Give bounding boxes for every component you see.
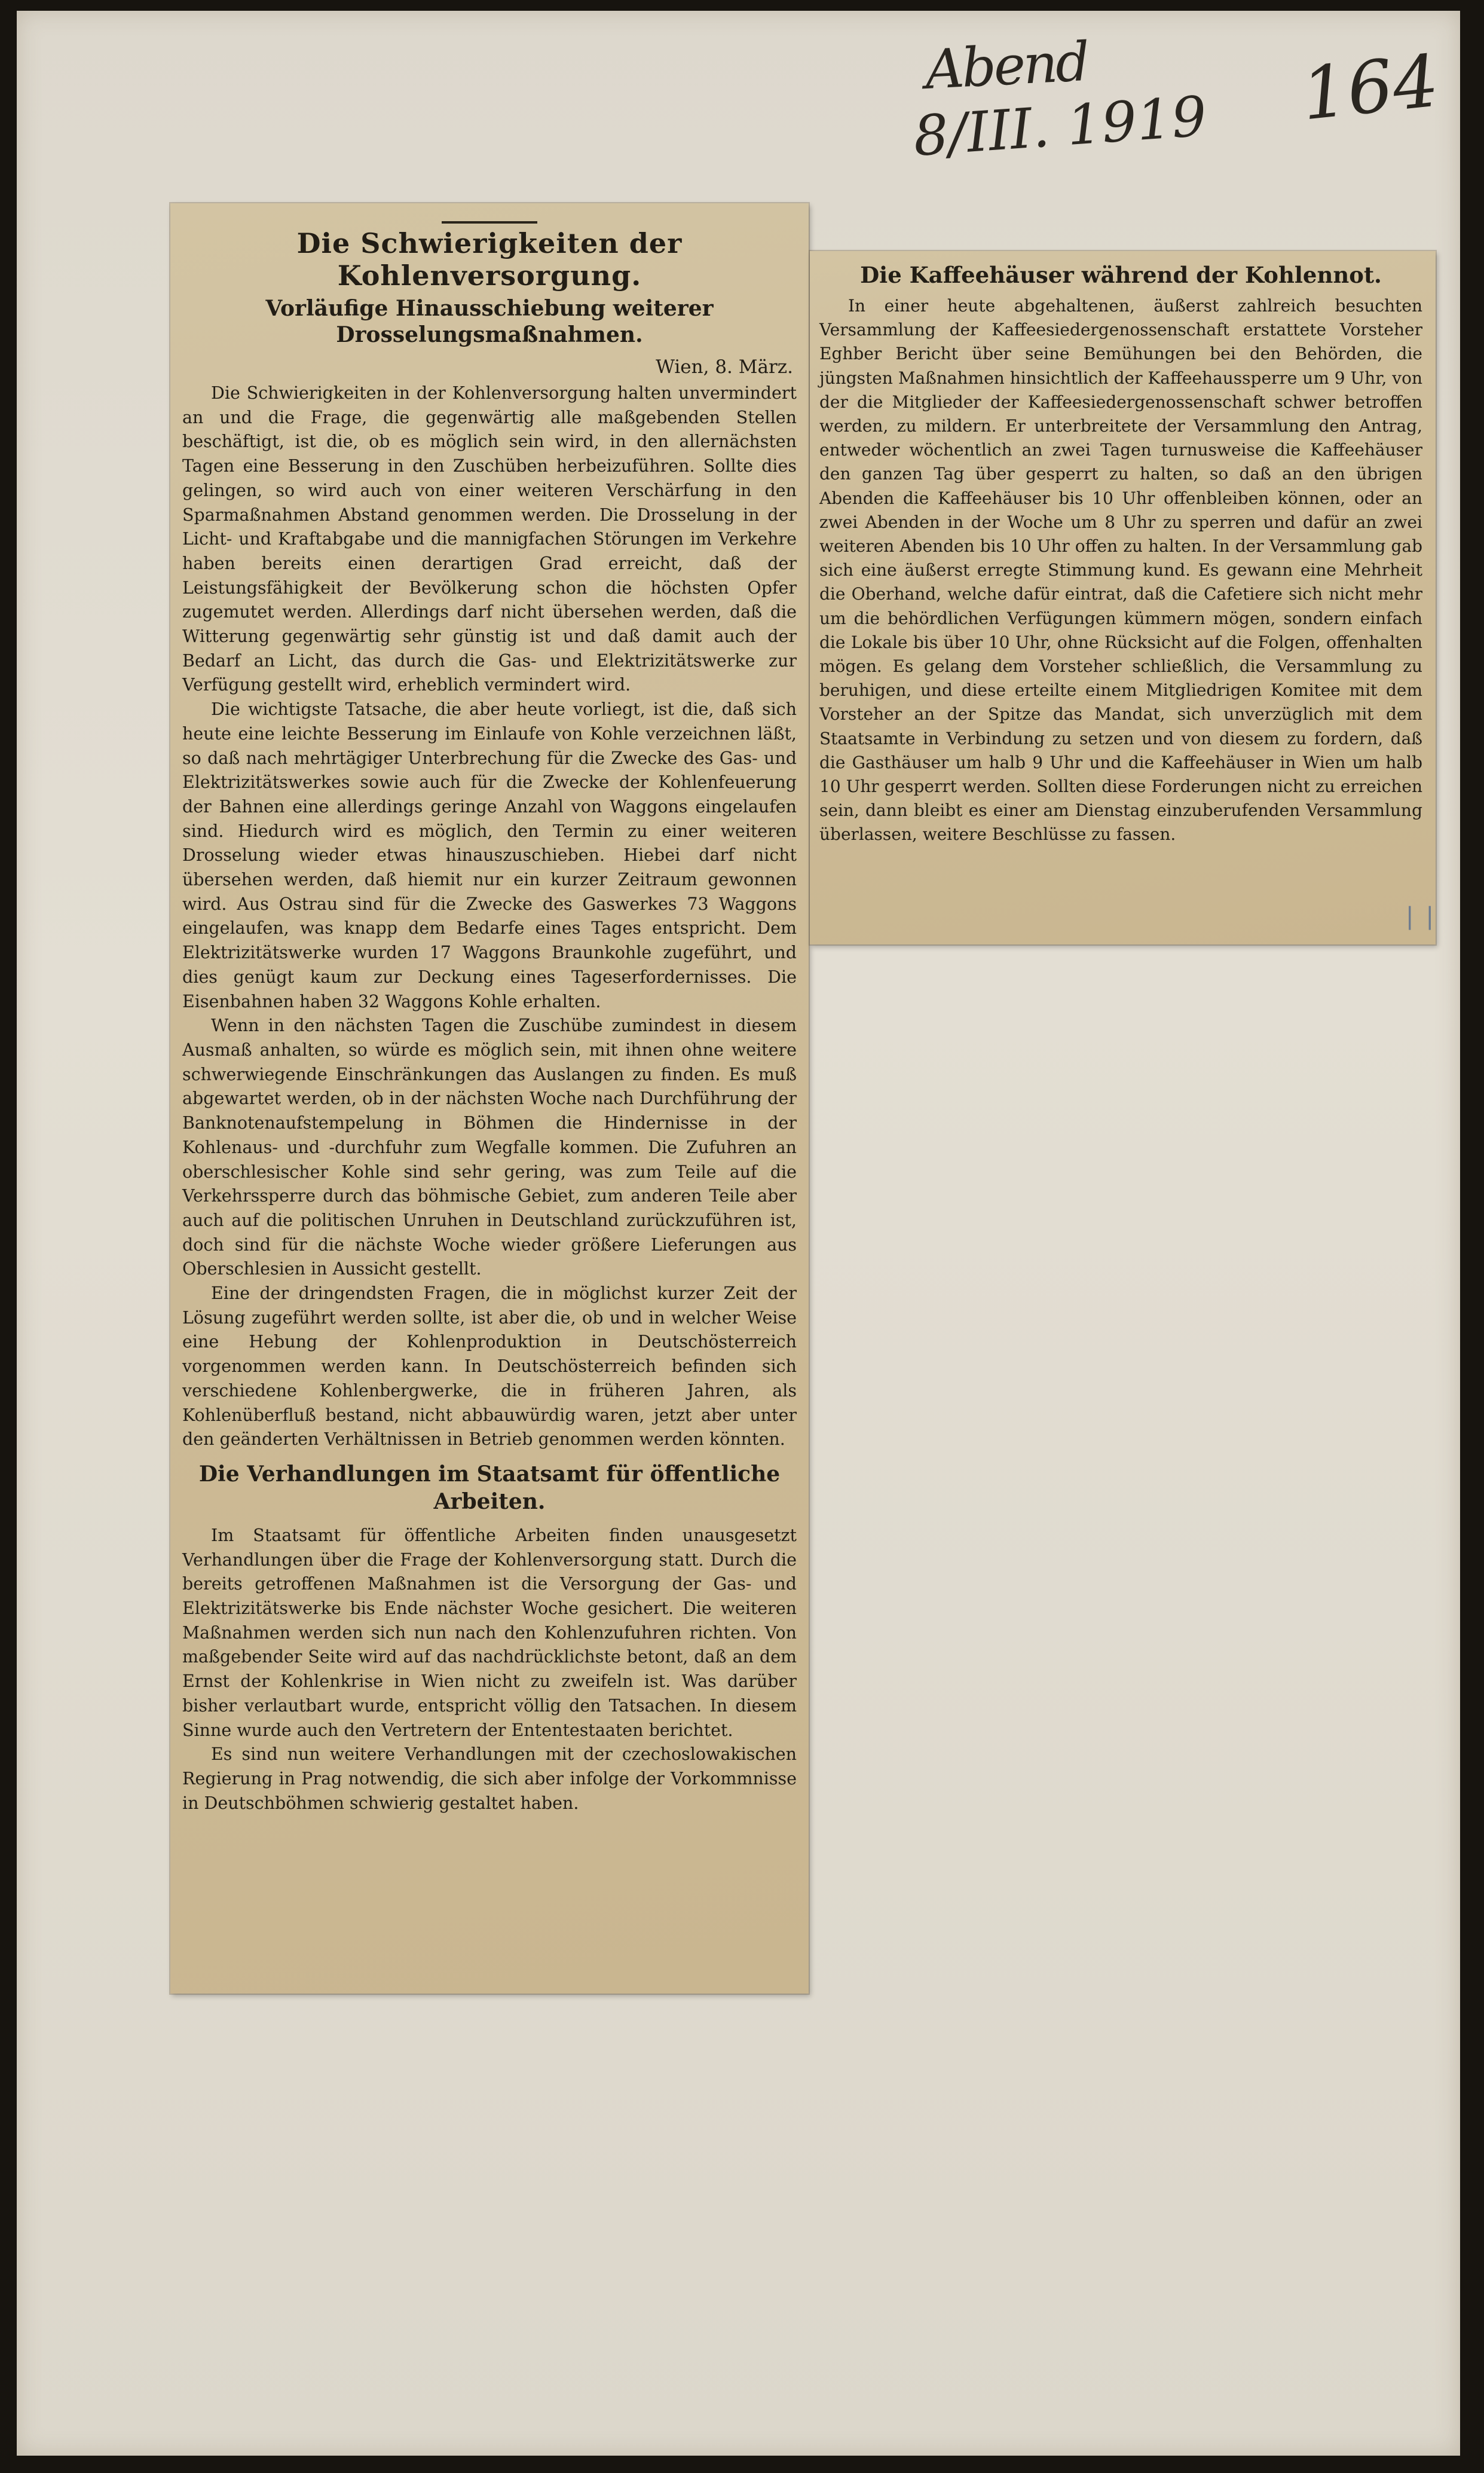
handwritten-page-number: 164 xyxy=(1298,39,1443,137)
left-newspaper-clipping xyxy=(170,203,809,1994)
left-paragraph: Die wichtigste Tatsache, die aber heute vorliegt, ist die, daß sich heute eine leichte Besserung im Einlaufe von Kohle verzeichnen läßt, so daß nach mehrtägiger Unterbrechung für die Zwecke des Gas- und Elektrizitätswerkes sowie auch für die Zwecke der Kohlenfeuerung der Bahnen eine allerdings geringe Anzahl von Waggons eingelaufen sind. Hiedurch wird es möglich, den Termin zu einer weiteren Drosselung wieder etwas hinauszuschieben. Hiebei darf nicht übersehen werden, daß hiemit nur ein kurzer Zeitraum gewonnen wird. Aus Ostrau sind für die Zwecke des Gaswerkes 73 Waggons eingelaufen, was knapp dem Bedarfe eines Tages entspricht. Dem Elektrizitätswerke wurden 17 Waggons Braunkohle zugeführt, und dies genügt kaum zur Deckung eines Tageserfordernisses. Die Eisenbahnen haben 32 Waggons Kohle erhalten. xyxy=(182,699,797,1011)
section2-paragraph: Im Staatsamt für öffentliche Arbeiten finden unausgesetzt Verhandlungen über die Frage der Kohlenversorgung statt. Durch die bereits getroffenen Maßnahmen ist die Versorgung der Gas- und Elektrizitätswerke bis Ende nächster Woche gesichert. Die weiteren Maßnahmen werden sich nun nach den Kohlenzufuhren richten. Von maßgebender Seite wird auf das nachdrücklichste betont, daß an dem Ernst der Kohlenkrise in Wien nicht zu zweifeln ist. Was darüber bisher verlautbart wurde, entspricht völlig den Tatsachen. In diesem Sinne wurde auch den Vertretern der Ententestaaten berichtet. xyxy=(182,1525,797,1740)
right-article-title: Die Kaffeehäuser während der Kohlennot. xyxy=(860,262,1382,288)
ink-mark-icon: ❘❘ xyxy=(1400,903,1440,930)
left-article-subtitle: Vorläufige Hinausschiebung weiterer Drosselungsmaßnahmen. xyxy=(265,296,714,347)
left-paragraph: Eine der dringendsten Fragen, die in möglichst kurzer Zeit der Lösung zugeführt werden sollte, ist aber die, ob und in welcher Weise eine Hebung der Kohlenproduktion in Deutschösterreich vorgenommen werden kann. In Deutschösterreich befinden sich verschiedene Kohlenbergwerke, die in früheren Jahren, als Kohlenüberfluß bestand, nicht abbauwürdig waren, jetzt aber unter den geänderten Verhältnissen in Betrieb genommen werden könnten. xyxy=(182,1283,797,1450)
right-newspaper-clipping xyxy=(810,251,1440,944)
handwritten-source: Abend xyxy=(923,30,1090,102)
right-paragraph: In einer heute abgehaltenen, äußerst zahlreich besuchten Versammlung der Kaffeesiedergenossenschaft erstattete Vorsteher Eghber Bericht über seine Bemühungen bei den Behörden, die jüngsten Maßnahmen hinsichtlich der Kaffeehaussperre um 9 Uhr, von der die Mitglieder der Kaffeesiedergenossenschaft schwer betroffen werden, zu mildern. Er unterbreitete der Versammlung den Antrag, entweder wöchentlich an zwei Tagen turnusweise die Kaffeehäuser den ganzen Tag über gesperrt zu halten, so daß an den übrigen Abenden die Kaffeehäuser bis 10 Uhr offenbleiben können, oder an zwei Abenden in der Woche um 8 Uhr zu sperren und dafür an zwei weiteren Abenden bis 10 Uhr offen zu halten. In der Versammlung gab sich eine äußerst erregte Stimmung kund. Es gewann eine Mehrheit die Oberhand, welche dafür eintrat, daß die Cafetiere sich nicht mehr um die behördlichen Verfügungen kümmern mögen, sondern einfach die Lokale bis über 10 Uhr, ohne Rücksicht auf die Folgen, offenhalten mögen. Es gelang dem Vorsteher schließlich, die Versammlung zu beruhigen, und diese erteilte einem Mitgliedrigen Komitee mit dem Vorsteher an der Spitze das Mandat, sich unverzüglich mit dem Staatsamte in Verbindung zu setzen und von diesem zu fordern, daß die Gasthäuser um halb 9 Uhr und die Kaffeehäuser in Wien um halb 10 Uhr gesperrt werden. Sollten diese Forderungen nicht zu erreichen sein, dann bleibt es einer am Dienstag einzuberufenden Versammlung überlassen, weitere Beschlüsse zu fassen. xyxy=(819,296,1422,845)
section2-title: Die Verhandlungen im Staatsamt für öffentliche Arbeiten. xyxy=(198,1461,781,1514)
left-paragraph: Wenn in den nächsten Tagen die Zuschübe zumindest in diesem Ausmaß anhalten, so würde es möglich sein, mit ihnen ohne weitere schwerwiegende Einschränkungen das Auslangen zu finden. Es muß abgewartet werden, ob in der nächsten Woche nach Durchführung der Banknotenaufstempelung in Böhmen die Hindernisse in der Kohlenaus- und -durchfuhr zum Wegfalle kommen. Die Zufuhren an oberschlesischer Kohle sind sehr gering, was zum Teile auf die Verkehrssperre durch das böhmische Gebiet, zum anderen Teile aber auch auf die politischen Unruhen in Deutschland zurückzuführen ist, doch sind für die nächste Woche wieder größere Lieferungen aus Oberschlesien in Aussicht gestellt. xyxy=(182,1016,797,1279)
top-rule xyxy=(442,221,537,224)
left-article-title: Die Schwierigkeiten der Kohlenversorgung. xyxy=(296,227,683,292)
handwritten-date: 8/III. 1919 xyxy=(911,84,1209,169)
section2-paragraph: Es sind nun weitere Verhandlungen mit der czechoslowakischen Regierung in Prag notwendig, die sich aber infolge der Vorkommnisse in Deutschböhmen schwierig gestaltet haben. xyxy=(182,1744,797,1813)
left-paragraph: Die Schwierigkeiten in der Kohlenversorgung halten unvermindert an und die Frage, die gegenwärtig alle maßgebenden Stellen beschäftigt, ist die, ob es möglich sein wird, in den allernächsten Tagen eine Besserung in den Zuschüben herbeizuführen. Sollte dies gelingen, so wird auch von einer weiteren Verschärfung in den Sparmaßnahmen Abstand genommen werden. Die Drosselung in der Licht- und Kraftabgabe und die mannigfachen Störungen im Verkehre haben bereits einen derartigen Grad erreicht, daß der Leistungsfähigkeit der Bevölkerung schon die höchsten Opfer zugemutet werden. Allerdings darf nicht übersehen werden, daß die Witterung gegenwärtig sehr günstig ist und daß damit auch der Bedarf an Licht, das durch die Gas- und Elektrizitätswerke zur Verfügung gestellt wird, erheblich vermindert wird. xyxy=(182,383,797,695)
dateline: Wien, 8. März. xyxy=(656,356,793,378)
